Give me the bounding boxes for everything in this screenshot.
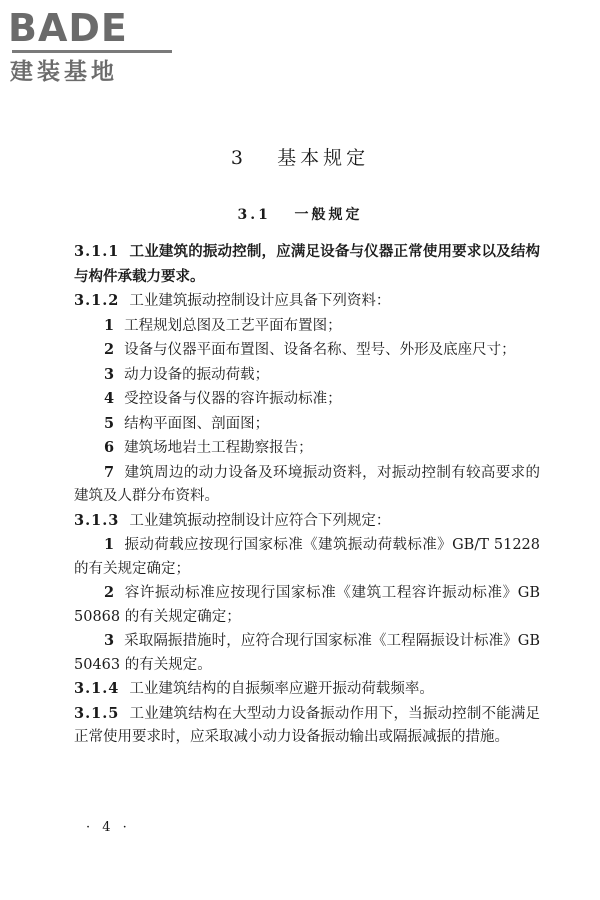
- list-item: [74, 363, 540, 388]
- clause-number: 3.1.4: [74, 680, 120, 697]
- clause-3-1-4: [74, 677, 540, 702]
- list-item: [74, 629, 540, 677]
- clause-number: 3.1.3: [74, 511, 120, 529]
- item-number: 3: [104, 365, 115, 383]
- list-item: [74, 436, 540, 461]
- item-number: 2: [104, 584, 115, 601]
- item-text: 容许振动标准应按现行国家标准《建筑工程容许振动标准》GB 50868 的有关规定确定；: [74, 585, 540, 625]
- logo-subtitle: 建装基地: [10, 59, 118, 85]
- item-text: 采取隔振措施时，应符合现行国家标准《工程隔振设计标准》GB 50463 的有关规定。: [74, 633, 540, 673]
- chapter-number: 3: [230, 147, 247, 169]
- clause-3-1-1: [74, 240, 540, 289]
- clause-text: 工业建筑振动控制设计应具备下列资料：: [129, 293, 391, 309]
- item-text: 建筑周边的动力设备及环境振动资料，对振动控制有较高要求的建筑及人群分布资料。: [74, 464, 540, 504]
- list-item: [74, 461, 540, 509]
- item-number: 4: [104, 390, 115, 407]
- section-number: 3.1: [237, 207, 271, 223]
- item-text: 结构平面图、剖面图；: [124, 415, 270, 432]
- logo-divider: [12, 50, 172, 53]
- list-item: [74, 412, 540, 437]
- item-text: 建筑场地岩土工程勘察报告；: [124, 440, 313, 456]
- page-number: · 4 ·: [86, 820, 131, 835]
- list-item: [74, 314, 540, 339]
- list-item: [74, 387, 540, 412]
- clause-number: 3.1.1: [74, 243, 120, 260]
- clause-3-1-5: [74, 702, 540, 750]
- item-number: 1: [104, 536, 115, 553]
- clause-number: 3.1.2: [74, 292, 120, 309]
- list-item: [74, 533, 540, 581]
- item-text: 设备与仪器平面布置图、设备名称、型号、外形及底座尺寸；: [124, 342, 516, 358]
- section-name: 一般规定: [294, 207, 363, 223]
- chapter-name: 基本规定: [277, 147, 370, 169]
- item-number: 6: [104, 439, 115, 456]
- clause-text: 工业建筑振动控制设计应符合下列规定：: [129, 512, 391, 529]
- item-number: 5: [104, 414, 115, 432]
- item-number: 1: [104, 316, 115, 334]
- item-text: 受控设备与仪器的容许振动标准；: [124, 391, 342, 407]
- item-text: 工程规划总图及工艺平面布置图；: [124, 317, 342, 334]
- clause-text: 工业建筑结构在大型动力设备振动作用下，当振动控制不能满足正常使用要求时，应采取减小动力设备振动输出或隔振减振的措施。: [74, 705, 540, 745]
- chapter-title: [0, 144, 600, 172]
- item-text: 振动荷载应按现行国家标准《建筑振动荷载标准》GB/T 51228 的有关规定确定；: [74, 537, 540, 577]
- clause-number: 3.1.5: [74, 704, 120, 722]
- list-item: [74, 581, 540, 629]
- document-body: [74, 240, 540, 750]
- clause-text: 工业建筑的振动控制，应满足设备与仪器正常使用要求以及结构与构件承载力要求。: [74, 243, 540, 285]
- item-number: 7: [104, 463, 115, 481]
- clause-3-1-3: [74, 509, 540, 534]
- clause-3-1-2: [74, 289, 540, 314]
- logo-wordmark: BADE: [8, 6, 128, 50]
- list-item: [74, 338, 540, 363]
- clause-text: 工业建筑结构的自振频率应避开振动荷载频率。: [129, 681, 434, 697]
- item-number: 2: [104, 341, 115, 358]
- logo: [8, 6, 178, 88]
- section-title: [0, 204, 600, 226]
- item-number: 3: [104, 632, 115, 649]
- item-text: 动力设备的振动荷载；: [124, 366, 270, 383]
